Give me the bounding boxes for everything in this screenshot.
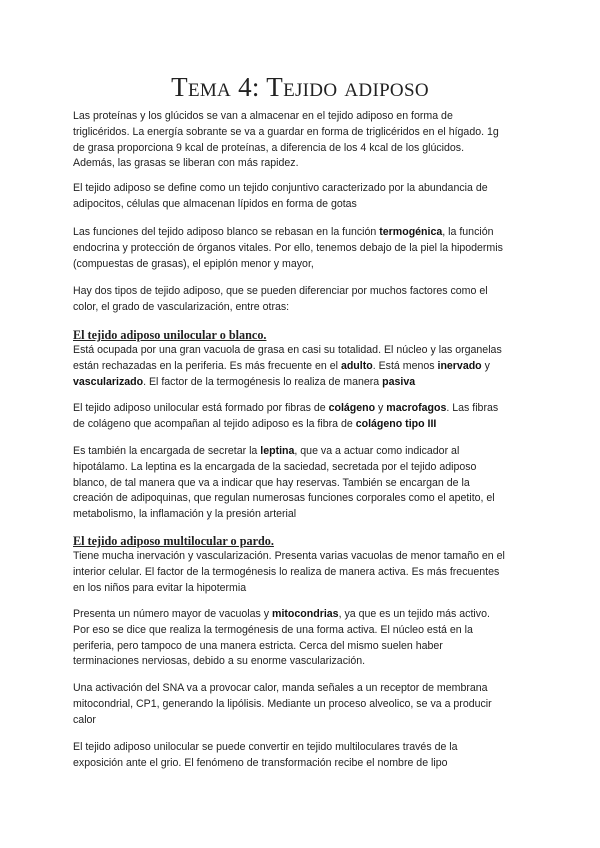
types-paragraph <box>73 284 533 316</box>
text-line: periferia, pero tampoco de una manera estricta. Cerca del mismo suelen haber <box>73 639 443 652</box>
bold-term: adulto <box>340 359 373 372</box>
text-run: están rechazadas en la periferia. Es más frecuente en el <box>73 359 341 372</box>
bold-term: macrofagos <box>386 402 447 414</box>
text-line: exposición ante el grio. El fenómeno de transformación recibe el nombre de lipo <box>73 756 448 769</box>
text-line: metabolismo, la inflamación y la presión arterial <box>73 508 297 521</box>
text-line: interior celular. El factor de la termogénesis lo realiza de manera activa. Es más frecuentes <box>73 565 500 578</box>
text-line: color, el grado de vascularización, entre otras: <box>73 300 290 313</box>
unilocular-fibers-paragraph <box>73 401 533 433</box>
functions-paragraph <box>73 225 533 272</box>
section-heading-multilocular: El tejido adiposo multilocular o pardo. <box>73 534 274 548</box>
text-line: Está ocupada por una gran vacuola de grasa en casi su totalidad. El núcleo y las organelas <box>73 344 502 356</box>
text-line: creación de adipoquinas, que regulan numerosas funciones corporales como el apetito, el <box>73 492 495 505</box>
bold-term: leptina <box>260 445 295 457</box>
text-line: El tejido adiposo se define como un tejido conjuntivo caracterizado por la abundancia de <box>73 182 488 194</box>
text-line: Las proteínas y los glúcidos se van a almacenar en el tejido adiposo en forma de <box>73 110 453 122</box>
bold-term: inervado <box>437 359 482 372</box>
text-line: endocrina y protección de órganos vitales. Por ello, tenemos debajo de la piel la hipodermis <box>73 241 503 254</box>
text-line: Por eso se dice que realiza la termogénesis de una forma activa. El núcleo está en la <box>73 623 473 636</box>
text-run: Es también la encargada de secretar la <box>73 445 261 457</box>
text-run: El tejido adiposo unilocular está formado por fibras de <box>73 402 329 414</box>
bold-term: mitocondrias <box>272 608 339 620</box>
text-line: mitocondrial, CP1, generando la lipólisis. Mediante un proceso alveolico, se va a producir <box>73 697 492 710</box>
text-line: de grasa proporciona 9 kcal de proteínas, a diferencia de los 4 kcal de los glúcidos. <box>73 141 465 154</box>
text-line: Además, las grasas se liberan con más rapidez. <box>73 157 299 170</box>
text-run: de colágeno que acompañan al tejido adiposo es la fibra de <box>73 417 356 430</box>
definition-paragraph <box>73 181 533 213</box>
text-run: , la función <box>442 226 494 238</box>
text-line: Hay dos tipos de tejido adiposo, que se pueden diferenciar por muchos factores como el <box>73 285 488 297</box>
text-run: . Está menos <box>372 359 438 372</box>
bold-term: colágeno tipo III <box>355 417 437 430</box>
text-line: triglicéridos. La energía sobrante se va a guardar en forma de triglicéridos en el hígado. 1g <box>73 125 499 138</box>
leptin-paragraph <box>73 444 533 523</box>
text-run: , ya que es un tejido más activo. <box>338 608 490 620</box>
bold-term: termogénica <box>379 226 443 238</box>
text-run: . Las fibras <box>446 402 499 414</box>
text-line: Tiene mucha inervación y vascularización. Presenta varias vacuolas de menor tamaño en el <box>73 550 505 562</box>
text-line: adipocitos, células que almacenan lípidos en forma de gotas <box>73 197 357 210</box>
text-line: El tejido adiposo unilocular se puede convertir en tejido multiloculares través de la <box>73 741 458 753</box>
page-title: Tema 4: Tejido adiposo <box>171 72 429 102</box>
sna-paragraph <box>73 681 533 728</box>
text-line: (compuestas de grasas), el epiplón menor y mayor, <box>73 257 314 270</box>
conversion-paragraph <box>73 740 533 772</box>
text-run: . El factor de la termogénesis lo realiza de manera <box>143 375 383 388</box>
mitochondria-paragraph <box>73 607 533 670</box>
text-line: en los niños para evitar la hipotermia <box>73 581 247 594</box>
text-run: y <box>481 359 490 372</box>
multilocular-description <box>73 549 533 596</box>
text-run: Las funciones del tejido adiposo blanco se rebasan en la función <box>73 226 380 238</box>
text-line: Una activación del SNA va a provocar calor, manda señales a un receptor de membrana <box>73 682 488 694</box>
bold-term: pasiva <box>382 375 416 388</box>
text-line: terminaciones nerviosas, debido a su enorme vascularización. <box>73 655 366 668</box>
bold-term: vascularizado <box>73 375 144 388</box>
intro-paragraph <box>73 109 533 172</box>
text-line: blanco, de tal manera que va a indicar que hay reservas. También se encargan de la <box>73 476 470 489</box>
text-run: Presenta un número mayor de vacuolas y <box>73 608 273 620</box>
text-run: y <box>375 402 387 414</box>
text-line: calor <box>73 713 96 726</box>
text-run: , que va a actuar como indicador al <box>294 445 460 457</box>
unilocular-description <box>73 343 533 390</box>
bold-term: colágeno <box>328 402 376 414</box>
text-line: hipotálamo. La leptina es la encargada de la saciedad, secretada por el tejido adiposo <box>73 460 477 473</box>
section-heading-unilocular: El tejido adiposo unilocular o blanco. <box>73 328 267 342</box>
